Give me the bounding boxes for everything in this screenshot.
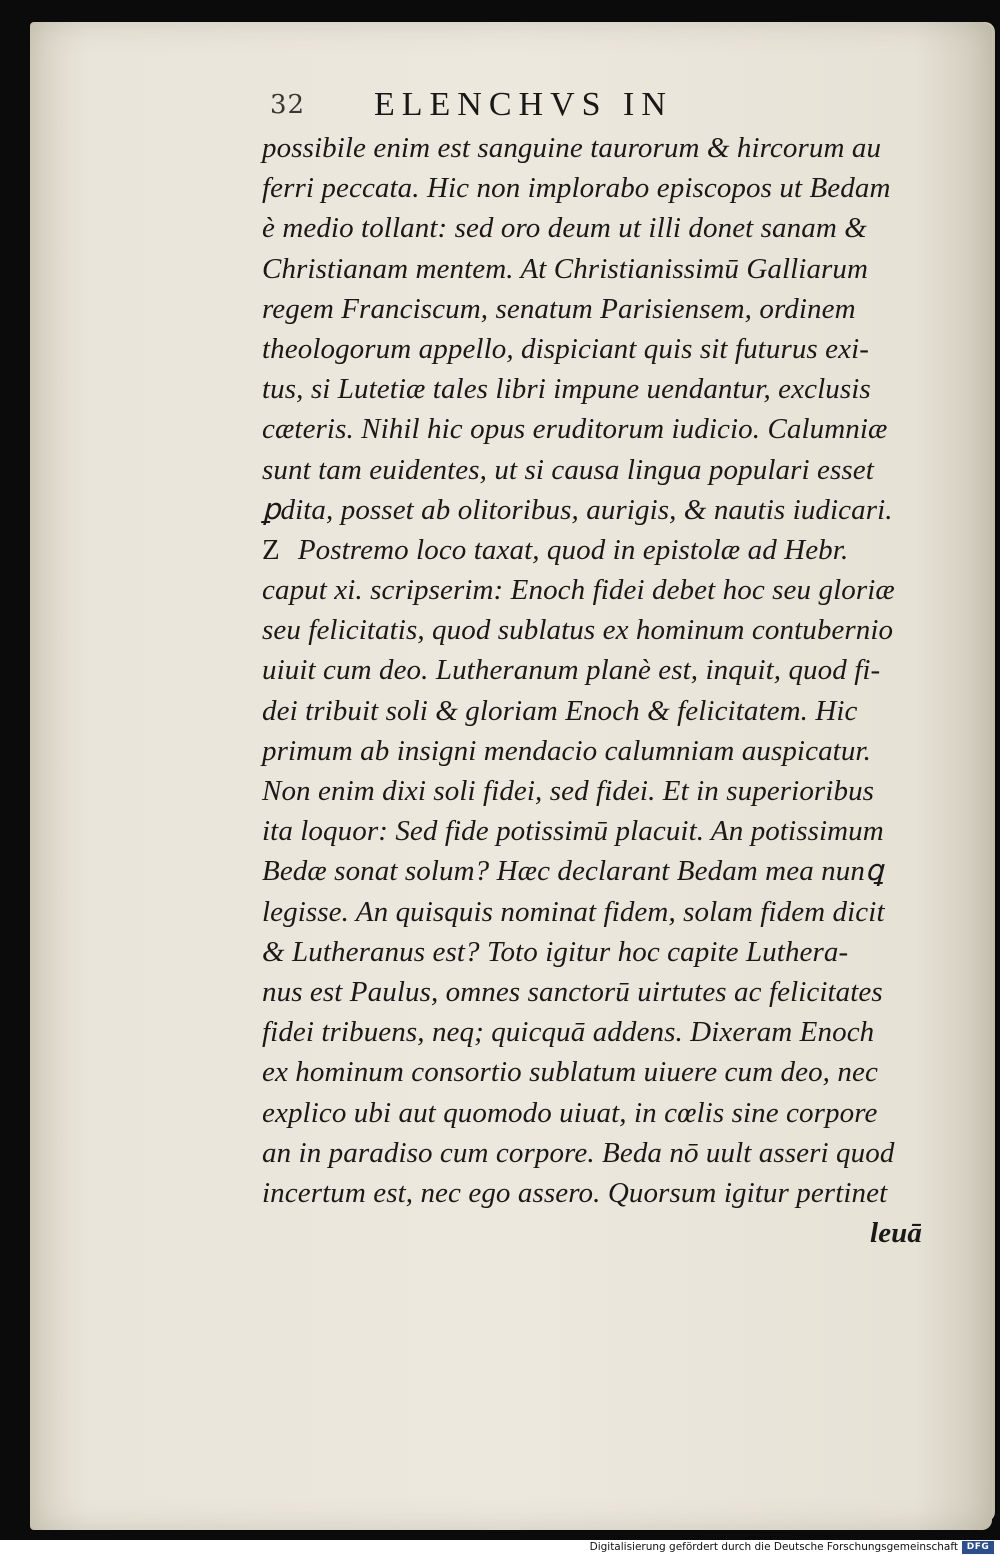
text-line: primum ab insigni mendacio calumniam auspicatur. bbox=[262, 734, 871, 767]
text-line: Bedæ sonat solum? Hæc declarant Bedam mea nunꝗ bbox=[262, 855, 884, 888]
text-line: ita loquor: Sed fide potissimū placuit. An potissimum bbox=[262, 815, 884, 848]
text-line: cæteris. Nihil hic opus eruditorum iudicio. Calumniæ bbox=[262, 413, 888, 446]
text-line: seu felicitatis, quod sublatus ex hominum contubernio bbox=[262, 614, 894, 647]
text-line: Non enim dixi soli fidei, sed fidei. Et in superioribus bbox=[262, 775, 875, 807]
text-block bbox=[262, 128, 922, 1253]
text-line: possibile enim est sanguine taurorum & hircorum au bbox=[262, 132, 882, 164]
margin-letter: Z bbox=[262, 533, 280, 566]
text-line: caput xi. scripserim: Enoch fidei debet hoc seu gloriæ bbox=[262, 574, 895, 607]
dfg-logo: DFG bbox=[962, 1541, 994, 1554]
text-line: explico ubi aut quomodo uiuat, in cœlis sine corpore bbox=[262, 1096, 878, 1129]
running-title: ELENCHVS IN bbox=[374, 86, 673, 123]
text-line: è medio tollant: sed oro deum ut illi donet sanam & bbox=[262, 212, 867, 245]
text-line: uiuit cum deo. Lutheranum planè est, inquit, quod fi- bbox=[262, 654, 881, 687]
text-line: fidei tribuens, neq; quicquā addens. Dixeram Enoch bbox=[262, 1016, 875, 1049]
folio-number: 32 bbox=[270, 90, 306, 120]
text-line: Postremo loco taxat, quod in epistolæ ad Hebr. bbox=[297, 533, 849, 566]
text-line: regem Franciscum, senatum Parisiensem, ordinem bbox=[262, 292, 856, 325]
text-line-with-margin-letter bbox=[262, 530, 922, 570]
text-line: tus, si Lutetiæ tales libri impune uendantur, exclusis bbox=[262, 373, 871, 406]
catchword: leuā bbox=[870, 1217, 922, 1250]
text-line: & Lutheranus est? Toto igitur hoc capite Luthera- bbox=[262, 935, 849, 968]
text-line: ꝑdita, posset ab olitoribus, aurigis, & nautis iudicari. bbox=[262, 493, 893, 526]
text-line: dei tribuit soli & gloriam Enoch & felicitatem. Hic bbox=[262, 694, 858, 727]
text-line: theologorum appello, dispiciant quis sit futurus exi- bbox=[262, 332, 870, 365]
text-line: ex hominum consortio sublatum uiuere cum deo, nec bbox=[262, 1056, 878, 1089]
footer-bar bbox=[0, 1540, 1000, 1555]
text-line: legisse. An quisquis nominat fidem, solam fidem dicit bbox=[262, 895, 885, 928]
text-line: nus est Paulus, omnes sanctorū uirtutes ac felicitates bbox=[262, 975, 883, 1008]
funding-credit: Digitalisierung gefördert durch die Deutsche Forschungsgemeinschaft bbox=[589, 1541, 958, 1553]
text-line: ferri peccata. Hic non implorabo episcopos ut Bedam bbox=[262, 172, 891, 205]
text-line: Christianam mentem. At Christianissimū Galliarum bbox=[262, 252, 869, 285]
text-line: incertum est, nec ego assero. Quorsum igitur pertinet bbox=[262, 1176, 888, 1209]
running-head bbox=[262, 84, 822, 128]
text-line: sunt tam euidentes, ut si causa lingua populari esset bbox=[262, 453, 874, 486]
text-line: an in paradiso cum corpore. Beda nō uult asseri quod bbox=[262, 1136, 895, 1169]
